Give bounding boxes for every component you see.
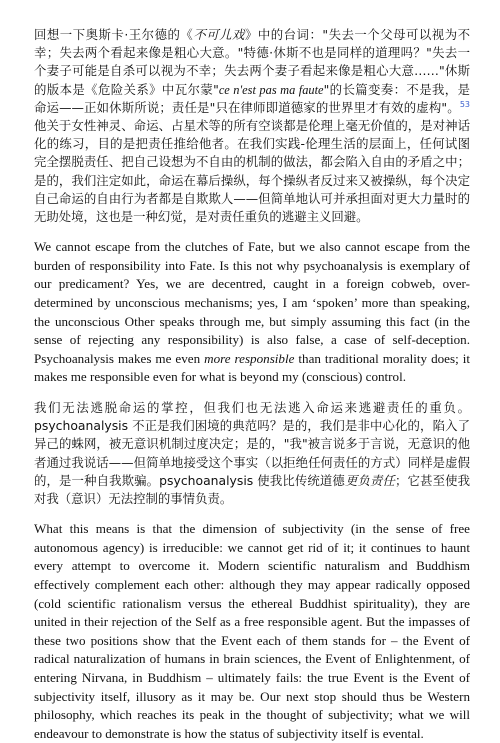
p3-text-2: ；它甚至使我对我（意识）无法控制的事情负责。 xyxy=(34,472,471,506)
paragraph-chinese-1 xyxy=(34,26,470,226)
p1-text-3: "的长篇变奏：不是我，是命运——正如休斯所说；责任是"只在律师即道德家的世界里才有效的虚构"。 xyxy=(34,81,470,115)
paragraph-chinese-2 xyxy=(34,399,470,508)
p1-text-1: 回想一下奥斯卡·王尔德的《 xyxy=(34,27,194,42)
paragraph-english-1 xyxy=(34,238,470,387)
p2-emphasis: more responsible xyxy=(204,350,295,366)
p1-text-2: 》中的台词："失去一个父母可以视为不幸；失去两个看起来像是粗心大意。"特德·休斯不也是同样的道理吗？"失去一个妻子可能是自杀可以视为不幸；失去两个妻子看起来像是粗心大意……"休斯的版本是《危险关系》中瓦尔蒙" xyxy=(34,27,471,97)
p4-text-1: What this means is that the dimension of subjectivity (in the sense of free autonomous agency) is irreducible: we cannot get rid of it; it continues to haunt every attempt to overcome it. Modern scientific naturalism and Buddhism effectively complement each other: although they may appear radically opposed (cold scientific rationalism versus the ethereal Buddhist spirituality), they are united in their rejection of the Self as a free responsible agent. But the impasses of these two positions show that the Event each of them stands for – the Event of radical naturalization of humans in brain sciences, the Event of Enlightenment, of entering Nirvana, in Buddhism – ultimately fails: the true Event is the Event of subjectivity itself, illusory as it may be. Our next stop should thus be Western philosophy, which reaches its peak in the thought of subjectivity; what we will endeavour to demonstrate is how the status of subjectivity itself is evental. xyxy=(34,521,470,741)
p2-text-1: We cannot escape from the clutches of Fate, but we also cannot escape from the burden of responsibility into Fate. Is this not why psychoanalysis is exemplary of our predicament? Yes, we are decentred, caught in a foreign cobweb, over-determined by unconscious mechanisms; yes, I am ‘spoken’ more than speaking, the unconscious Other speaks through me, but simply assuming this fact (in the sense of rejecting any responsibility) is also false, a case of self-deception. Psychoanalysis makes me even xyxy=(34,239,470,366)
p1-french-emphasis: ce n'est pas ma faute xyxy=(218,82,324,97)
p3-emphasis: 更负责任 xyxy=(344,472,396,488)
footnote-link[interactable]: 53 xyxy=(459,99,470,109)
p1-text-4: 他关于女性神灵、命运、占星术等的所有空谈都是伦理上毫无价值的，是对神话化的练习，目的是把责任推给他者。在我们实践-伦理生活的层面上，任何试图完全摆脱责任、把自己设想为不自由的机制的做法，都会陷入自由的矛盾之中；是的，我们注定如此，命运在幕后操纵，每个操纵者反过来又被操纵，每个决定自己命运的自由行为者都是自欺欺人——但简单地认可并承担面对更大力量时的无助处境，这也是一种幻觉，是对责任重负的逃避主义回避。 xyxy=(34,118,470,225)
document-page xyxy=(34,26,470,743)
p2-text-2: than traditional morality does; it makes me responsible even for what is beyond my (conscious) control. xyxy=(34,350,470,385)
p1-title-emphasis: 不可儿戏 xyxy=(193,27,245,42)
paragraph-english-2 xyxy=(34,520,470,743)
p3-text-1: 我们无法逃脱命运的掌控，但我们也无法逃入命运来逃避责任的重负。psychoanalysis 不正是我们困境的典范吗？是的，我们是非中心化的，陷入了异己的蛛网，被无意识机制过度决定；是的，"我"被言说多于言说，无意识的他者通过我说话——但简单地接受这个事实（以拒绝任何责任的方式）同样是虚假的，是一种自我欺骗。psychoanalysis 使我比传统道德 xyxy=(34,399,470,488)
